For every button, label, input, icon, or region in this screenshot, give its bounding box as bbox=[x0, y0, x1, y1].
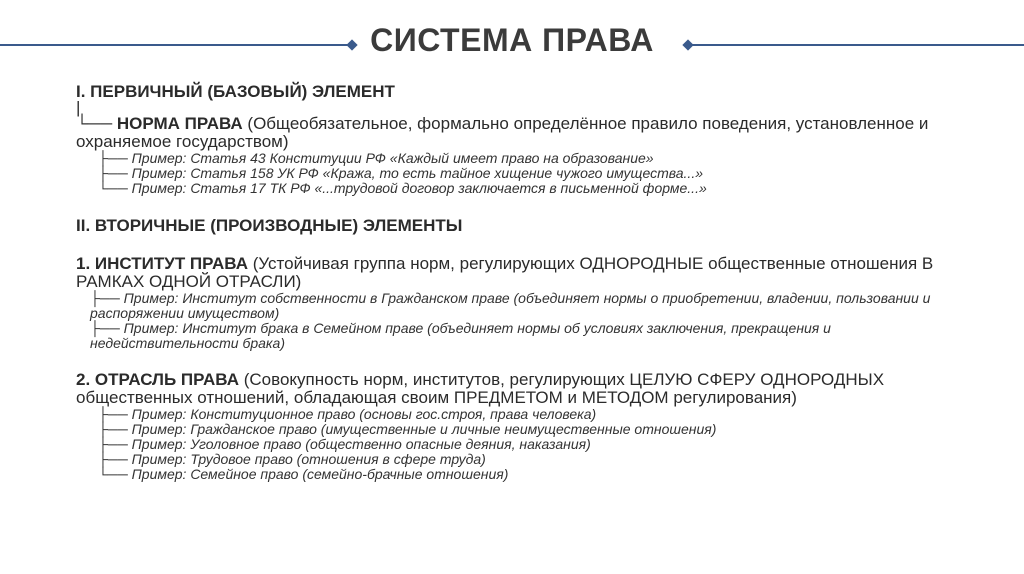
branch-definition bbox=[76, 371, 976, 407]
institute-examples bbox=[76, 291, 976, 351]
list-item bbox=[98, 452, 976, 467]
section1-heading: I. ПЕРВИЧНЫЙ (БАЗОВЫЙ) ЭЛЕМЕНТ bbox=[76, 82, 395, 101]
branch-examples bbox=[76, 407, 976, 482]
list-item bbox=[90, 321, 976, 351]
branch-text: (Совокупность норм, институтов, регулирующих ЦЕЛУЮ СФЕРУ ОДНОРОДНЫХ общественных отношений, обладающая своим ПРЕДМЕТОМ и МЕТОДОМ регулирования) bbox=[76, 370, 885, 407]
content bbox=[76, 82, 976, 482]
institute-title: 1. ИНСТИТУТ ПРАВА bbox=[76, 254, 248, 273]
tree-connector: ├── bbox=[90, 320, 124, 336]
example-text: Пример: Статья 17 ТК РФ «...трудовой договор заключается в письменной форме...» bbox=[131, 180, 707, 196]
tree-connector: └── bbox=[98, 466, 132, 482]
institute-definition bbox=[76, 255, 976, 291]
example-text: Пример: Институт собственности в Гражданском праве (объединяет нормы о приобретении, владении, пользовании и распоряжении имуществом) bbox=[90, 290, 931, 321]
norm-definition bbox=[76, 115, 976, 151]
tree-connector: ├── bbox=[98, 165, 132, 181]
section2-heading: II. ВТОРИЧНЫЕ (ПРОИЗВОДНЫЕ) ЭЛЕМЕНТЫ bbox=[76, 216, 463, 235]
norm-title: НОРМА ПРАВА bbox=[116, 114, 243, 133]
list-item bbox=[90, 291, 976, 321]
example-text: Пример: Статья 158 УК РФ «Кража, то есть тайное хищение чужого имущества...» bbox=[131, 165, 703, 181]
example-text: Пример: Институт брака в Семейном праве (объединяет нормы об условиях заключения, прекращения и недействительности брака) bbox=[90, 320, 831, 351]
list-item bbox=[98, 181, 976, 196]
list-item bbox=[98, 467, 976, 482]
page-title: СИСТЕМА ПРАВА bbox=[370, 22, 654, 58]
example-text: Пример: Уголовное право (общественно опасные деяния, наказания) bbox=[131, 436, 591, 452]
tree-connector: └── bbox=[98, 180, 132, 196]
tree-vertical: | bbox=[76, 98, 81, 117]
list-item bbox=[98, 437, 976, 452]
tree-connector: ├── bbox=[98, 406, 132, 422]
institute-text: (Устойчивая группа норм, регулирующих ОДНОРОДНЫЕ общественные отношения В РАМКАХ ОДНОЙ ОТРАСЛИ) bbox=[76, 254, 934, 291]
example-text: Пример: Статья 43 Конституции РФ «Каждый имеет право на образование» bbox=[131, 150, 654, 166]
example-text: Пример: Семейное право (семейно-брачные отношения) bbox=[131, 466, 509, 482]
branch-title: 2. ОТРАСЛЬ ПРАВА bbox=[76, 370, 239, 389]
example-text: Пример: Трудовое право (отношения в сфере труда) bbox=[131, 451, 486, 467]
norm-examples bbox=[76, 151, 976, 196]
right-rule bbox=[690, 44, 1024, 46]
tree-connector: ├── bbox=[98, 436, 132, 452]
list-item bbox=[98, 166, 976, 181]
list-item bbox=[98, 407, 976, 422]
tree-connector: ├── bbox=[90, 290, 124, 306]
tree-connector: ├── bbox=[98, 421, 132, 437]
tree-connector: ├── bbox=[98, 150, 132, 166]
title-bar bbox=[0, 16, 1024, 72]
list-item bbox=[98, 151, 976, 166]
example-text: Пример: Конституционное право (основы гос.строя, права человека) bbox=[131, 406, 597, 422]
tree-connector: └── bbox=[76, 114, 117, 133]
list-item bbox=[98, 422, 976, 437]
example-text: Пример: Гражданское право (имущественные и личные неимущественные отношения) bbox=[131, 421, 717, 437]
tree-connector: ├── bbox=[98, 451, 132, 467]
norm-text: (Общеобязательное, формально определённое правило поведения, установленное и охраняемое государством) bbox=[76, 114, 929, 151]
